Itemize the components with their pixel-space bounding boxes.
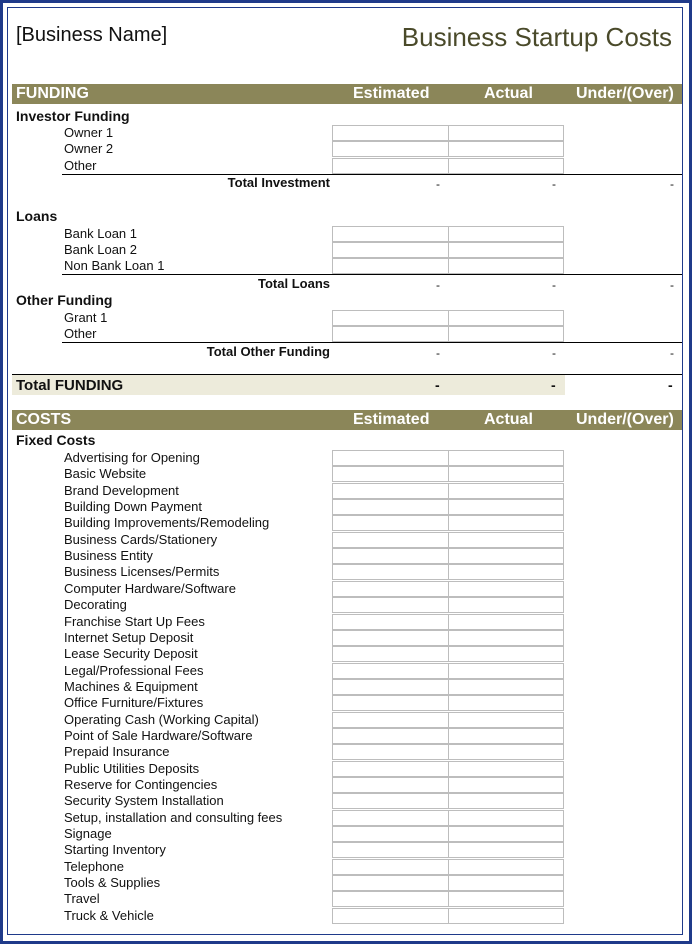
total-under-over-value: - [670,346,674,360]
actual-column-header: Actual [484,85,533,102]
funding-input-row[interactable] [332,258,564,274]
fixed-cost-item-label: Starting Inventory [64,842,166,857]
fixed-cost-input-row[interactable] [332,826,564,842]
fixed-cost-item-label: Travel [64,891,100,906]
total-other-funding-label: Total Other Funding [206,344,330,359]
total-loans-label: Total Loans [258,276,330,291]
fixed-cost-item-label: Office Furniture/Fixtures [64,695,204,710]
funding-item-label: Bank Loan 1 [64,226,138,241]
business-name[interactable]: [Business Name] [16,24,168,46]
fixed-cost-item-label: Security System Installation [64,793,224,808]
fixed-cost-input-row[interactable] [332,597,564,613]
fixed-cost-input-row[interactable] [332,466,564,482]
total-actual-value: - [552,346,556,360]
loans-title: Loans [16,208,58,224]
funding-item-label: Non Bank Loan 1 [64,258,165,273]
costs-section-label: COSTS [16,411,72,428]
funding-input-row[interactable] [332,242,564,258]
fixed-cost-input-row[interactable] [332,793,564,809]
total-actual-value: - [552,278,556,292]
fixed-cost-input-row[interactable] [332,515,564,531]
fixed-cost-input-row[interactable] [332,483,564,499]
fixed-cost-item-label: Basic Website [64,466,147,481]
fixed-cost-input-row[interactable] [332,810,564,826]
fixed-cost-item-label: Advertising for Opening [64,450,200,465]
fixed-cost-input-row[interactable] [332,695,564,711]
fixed-cost-item-label: Point of Sale Hardware/Software [64,728,253,743]
fixed-cost-input-row[interactable] [332,564,564,580]
total-investment-label: Total Investment [227,175,330,190]
under-over-column-header: Under/(Over) [576,85,674,102]
fixed-cost-item-label: Lease Security Deposit [64,646,198,661]
fixed-cost-item-label: Prepaid Insurance [64,744,170,759]
fixed-cost-item-label: Computer Hardware/Software [64,581,236,596]
total-funding-estimated: - [435,377,440,393]
fixed-cost-item-label: Building Down Payment [64,499,203,514]
funding-input-row[interactable] [332,158,564,174]
fixed-cost-input-row[interactable] [332,712,564,728]
fixed-cost-input-row[interactable] [332,679,564,695]
fixed-cost-item-label: Reserve for Contingencies [64,777,218,792]
fixed-cost-item-label: Business Licenses/Permits [64,564,220,579]
fixed-cost-item-label: Setup, installation and consulting fees [64,810,283,825]
total-funding-label: Total FUNDING [16,377,124,394]
document-title: Business Startup Costs [401,22,672,52]
funding-item-label: Other [64,158,97,173]
investor-funding-title: Investor Funding [16,108,130,124]
funding-item-label: Grant 1 [64,310,108,325]
total-funding-under-over: - [668,377,673,393]
funding-input-row[interactable] [332,310,564,326]
fixed-cost-input-row[interactable] [332,891,564,907]
total-estimated-value: - [436,346,440,360]
funding-item-label: Bank Loan 2 [64,242,138,257]
fixed-cost-item-label: Business Cards/Stationery [64,532,218,547]
fixed-cost-input-row[interactable] [332,744,564,760]
fixed-cost-input-row[interactable] [332,875,564,891]
funding-input-row[interactable] [332,226,564,242]
fixed-cost-item-label: Machines & Equipment [64,679,198,694]
funding-item-label: Owner 2 [64,141,114,156]
funding-section-label: FUNDING [16,85,89,102]
total-under-over-value: - [670,177,674,191]
fixed-cost-input-row[interactable] [332,842,564,858]
fixed-cost-input-row[interactable] [332,630,564,646]
funding-input-row[interactable] [332,141,564,157]
fixed-cost-input-row[interactable] [332,614,564,630]
fixed-cost-input-row[interactable] [332,499,564,515]
fixed-cost-input-row[interactable] [332,532,564,548]
fixed-cost-item-label: Truck & Vehicle [64,908,154,923]
fixed-cost-item-label: Franchise Start Up Fees [64,614,205,629]
fixed-cost-input-row[interactable] [332,646,564,662]
fixed-cost-item-label: Brand Development [64,483,179,498]
costs-header [12,410,682,430]
total-divider [62,274,682,275]
total-funding-actual: - [551,377,556,393]
fixed-cost-item-label: Operating Cash (Working Capital) [64,712,259,727]
funding-item-label: Other [64,326,97,341]
fixed-cost-input-row[interactable] [332,777,564,793]
fixed-cost-item-label: Public Utilities Deposits [64,761,200,776]
fixed-cost-item-label: Business Entity [64,548,153,563]
other-funding-title: Other Funding [16,292,113,308]
estimated-column-header: Estimated [353,85,430,102]
fixed-cost-item-label: Decorating [64,597,127,612]
estimated-column-header: Estimated [353,411,430,428]
fixed-cost-item-label: Legal/Professional Fees [64,663,204,678]
fixed-cost-item-label: Tools & Supplies [64,875,161,890]
actual-column-header: Actual [484,411,533,428]
fixed-cost-input-row[interactable] [332,908,564,924]
total-estimated-value: - [436,177,440,191]
fixed-cost-input-row[interactable] [332,581,564,597]
fixed-cost-item-label: Building Improvements/Remodeling [64,515,270,530]
under-over-column-header: Under/(Over) [576,411,674,428]
funding-input-row[interactable] [332,326,564,342]
total-divider [62,342,682,343]
fixed-cost-input-row[interactable] [332,450,564,466]
funding-item-label: Owner 1 [64,125,114,140]
fixed-cost-item-label: Telephone [64,859,124,874]
total-estimated-value: - [436,278,440,292]
fixed-cost-item-label: Internet Setup Deposit [64,630,194,645]
fixed-cost-input-row[interactable] [332,728,564,744]
fixed-cost-input-row[interactable] [332,761,564,777]
funding-input-row[interactable] [332,125,564,141]
spreadsheet-page [7,7,683,935]
fixed-costs-title: Fixed Costs [16,432,96,448]
total-under-over-value: - [670,278,674,292]
total-actual-value: - [552,177,556,191]
funding-header [12,84,682,104]
fixed-cost-item-label: Signage [64,826,112,841]
fixed-cost-input-row[interactable] [332,548,564,564]
fixed-cost-input-row[interactable] [332,663,564,679]
fixed-cost-input-row[interactable] [332,859,564,875]
